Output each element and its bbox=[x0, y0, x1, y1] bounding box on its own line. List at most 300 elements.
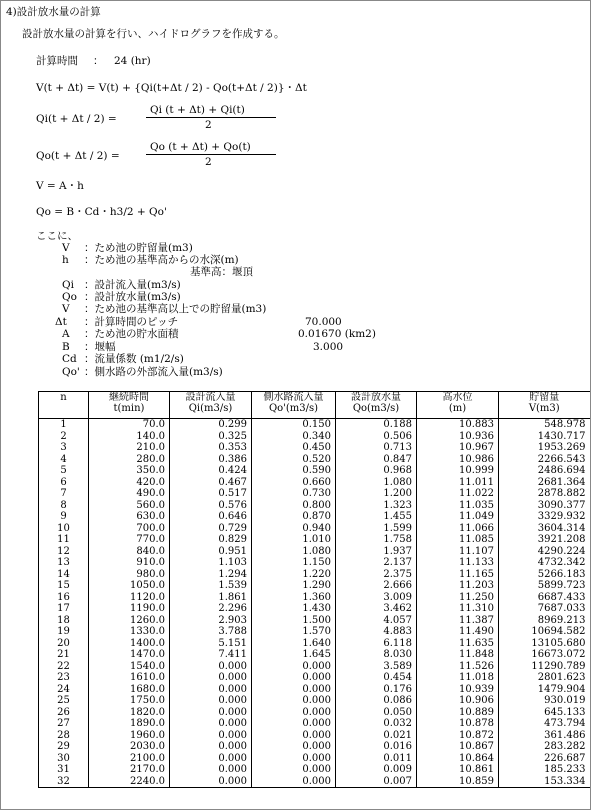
table-cell: 10.986 bbox=[417, 454, 499, 466]
table-cell: 11.107 bbox=[417, 546, 499, 558]
table-cell: 0.007 bbox=[336, 776, 417, 788]
def-symbol: Qo' bbox=[62, 366, 80, 378]
table-cell: 11.165 bbox=[417, 569, 499, 581]
table-cell: 361.486 bbox=[499, 730, 590, 742]
table-cell: 0.467 bbox=[170, 477, 252, 489]
table-cell: 930.019 bbox=[499, 695, 590, 707]
table-cell: 0.000 bbox=[252, 741, 336, 753]
table-cell: 0.050 bbox=[336, 707, 417, 719]
table-cell: 3921.208 bbox=[499, 534, 590, 546]
table-cell: 29 bbox=[39, 741, 89, 753]
table-cell: 0.325 bbox=[170, 431, 252, 443]
table-cell: 490.0 bbox=[89, 488, 170, 500]
table-cell: 1.570 bbox=[252, 626, 336, 638]
table-cell: 0.000 bbox=[252, 707, 336, 719]
table-cell: 23 bbox=[39, 672, 89, 684]
equation-qi-left: Qi(t + Δt / 2) = bbox=[36, 113, 117, 125]
table-cell: 210.0 bbox=[89, 442, 170, 454]
where-label: ここに、 bbox=[36, 230, 78, 242]
equation-storage: V(t + Δt) = V(t) + {Qi(t+Δt / 2) - Qo(t+Δt / 2)}・Δt bbox=[36, 82, 307, 94]
table-cell: 1.220 bbox=[252, 569, 336, 581]
table-cell: 0.386 bbox=[170, 454, 252, 466]
table-cell: 8 bbox=[39, 500, 89, 512]
table-cell: 0.021 bbox=[336, 730, 417, 742]
table-row bbox=[39, 477, 590, 489]
table-cell: 10.861 bbox=[417, 764, 499, 776]
table-cell: 1430.717 bbox=[499, 431, 590, 443]
table-cell: 185.233 bbox=[499, 764, 590, 776]
table-cell: 11.133 bbox=[417, 557, 499, 569]
table-cell: 2878.882 bbox=[499, 488, 590, 500]
table-header-row bbox=[39, 392, 590, 419]
def-text: 基準高：堰頂 bbox=[190, 266, 253, 278]
table-cell: 1750.0 bbox=[89, 695, 170, 707]
table-row bbox=[39, 776, 590, 788]
table-cell: 1.294 bbox=[170, 569, 252, 581]
table-cell: 0.000 bbox=[252, 753, 336, 765]
table-cell: 0.000 bbox=[252, 672, 336, 684]
table-cell: 7 bbox=[39, 488, 89, 500]
table-cell: 0.032 bbox=[336, 718, 417, 730]
table-cell: 226.687 bbox=[499, 753, 590, 765]
table-cell: 0.000 bbox=[252, 661, 336, 673]
table-cell: 1890.0 bbox=[89, 718, 170, 730]
def-text: ：設計流入量(m3/s) bbox=[84, 279, 181, 291]
table-cell: 30 bbox=[39, 753, 89, 765]
table-cell: 6.118 bbox=[336, 638, 417, 650]
table-cell: 10.883 bbox=[417, 419, 499, 431]
table-cell: 9 bbox=[39, 511, 89, 523]
table-cell: 16 bbox=[39, 592, 89, 604]
def-value: 3.000 bbox=[313, 341, 344, 353]
table-cell: 0.016 bbox=[336, 741, 417, 753]
equation-volume: V = A・h bbox=[36, 180, 84, 192]
table-cell: 1610.0 bbox=[89, 672, 170, 684]
def-symbol: V bbox=[62, 303, 70, 315]
table-cell: 11 bbox=[39, 534, 89, 546]
column-header: 設計流入量 Qi(m3/s) bbox=[170, 392, 252, 419]
calc-time-colon: ： bbox=[93, 55, 104, 67]
table-cell: 4290.224 bbox=[499, 546, 590, 558]
intro-text: 設計放水量の計算を行い、ハイドログラフを作成する。 bbox=[22, 28, 285, 40]
def-text: ：設計放水量(m3/s) bbox=[84, 291, 181, 303]
table-cell: 11290.789 bbox=[499, 661, 590, 673]
table-cell: 1.937 bbox=[336, 546, 417, 558]
table-cell: 11.011 bbox=[417, 477, 499, 489]
table-cell: 3.462 bbox=[336, 603, 417, 615]
table-cell: 1.080 bbox=[336, 477, 417, 489]
table-cell: 1.640 bbox=[252, 638, 336, 650]
table-row bbox=[39, 661, 590, 673]
table-row bbox=[39, 764, 590, 776]
table-cell: 0.009 bbox=[336, 764, 417, 776]
table-cell: 10.859 bbox=[417, 776, 499, 788]
column-header: 貯留量 V(m3) bbox=[499, 392, 590, 419]
table-cell: 25 bbox=[39, 695, 89, 707]
table-cell: 0.340 bbox=[252, 431, 336, 443]
table-cell: 10.864 bbox=[417, 753, 499, 765]
table-cell: 0.000 bbox=[170, 707, 252, 719]
table-cell: 560.0 bbox=[89, 500, 170, 512]
table-cell: 0.188 bbox=[336, 419, 417, 431]
table-cell: 10 bbox=[39, 523, 89, 535]
table-cell: 10.939 bbox=[417, 684, 499, 696]
table-cell: 0.299 bbox=[170, 419, 252, 431]
table-body bbox=[39, 419, 590, 788]
table-cell: 2.666 bbox=[336, 580, 417, 592]
table-row bbox=[39, 488, 590, 500]
table-cell: 1960.0 bbox=[89, 730, 170, 742]
table-cell: 420.0 bbox=[89, 477, 170, 489]
table-cell: 1.150 bbox=[252, 557, 336, 569]
table-cell: 0.000 bbox=[170, 764, 252, 776]
table-cell: 31 bbox=[39, 764, 89, 776]
table-cell: 0.590 bbox=[252, 465, 336, 477]
table-cell: 2486.694 bbox=[499, 465, 590, 477]
table-cell: 32 bbox=[39, 776, 89, 788]
table-cell: 11.250 bbox=[417, 592, 499, 604]
equation-qi-numerator: Qi (t + Δt) + Qi(t) bbox=[150, 104, 245, 116]
table-cell: 21 bbox=[39, 649, 89, 661]
table-row bbox=[39, 672, 590, 684]
table-cell: 12 bbox=[39, 546, 89, 558]
table-cell: 0.000 bbox=[170, 776, 252, 788]
table-cell: 4.057 bbox=[336, 615, 417, 627]
table-cell: 1.103 bbox=[170, 557, 252, 569]
table-cell: 770.0 bbox=[89, 534, 170, 546]
table-cell: 1.430 bbox=[252, 603, 336, 615]
table-row bbox=[39, 454, 590, 466]
table-cell: 0.454 bbox=[336, 672, 417, 684]
def-symbol: B bbox=[62, 341, 70, 353]
table-cell: 11.035 bbox=[417, 500, 499, 512]
table-cell: 1.080 bbox=[252, 546, 336, 558]
table-cell: 0.713 bbox=[336, 442, 417, 454]
table-cell: 5899.723 bbox=[499, 580, 590, 592]
table-cell: 0.000 bbox=[170, 695, 252, 707]
table-cell: 0.000 bbox=[170, 672, 252, 684]
table-cell: 0.000 bbox=[252, 730, 336, 742]
table-cell: 1479.904 bbox=[499, 684, 590, 696]
table-cell: 0.520 bbox=[252, 454, 336, 466]
table-cell: 645.133 bbox=[499, 707, 590, 719]
table-cell: 2030.0 bbox=[89, 741, 170, 753]
table-row bbox=[39, 695, 590, 707]
table-cell: 7687.033 bbox=[499, 603, 590, 615]
table-cell: 27 bbox=[39, 718, 89, 730]
table-cell: 0.450 bbox=[252, 442, 336, 454]
table-row bbox=[39, 465, 590, 477]
table-cell: 11.848 bbox=[417, 649, 499, 661]
table-cell: 2801.623 bbox=[499, 672, 590, 684]
column-header: 設計放水量 Qo(m3/s) bbox=[336, 392, 417, 419]
table-cell: 13 bbox=[39, 557, 89, 569]
equation-qo-fraction-bar bbox=[146, 154, 276, 155]
table-cell: 6 bbox=[39, 477, 89, 489]
table-cell: 1330.0 bbox=[89, 626, 170, 638]
calc-time-label: 計算時間 bbox=[36, 55, 78, 67]
table-cell: 0.576 bbox=[170, 500, 252, 512]
calc-time-value: 24 (hr) bbox=[114, 55, 151, 67]
table-row bbox=[39, 500, 590, 512]
table-cell: 11.022 bbox=[417, 488, 499, 500]
table-cell: 70.0 bbox=[89, 419, 170, 431]
table-cell: 10.889 bbox=[417, 707, 499, 719]
table-cell: 0.870 bbox=[252, 511, 336, 523]
table-cell: 10.906 bbox=[417, 695, 499, 707]
table-cell: 2.137 bbox=[336, 557, 417, 569]
table-cell: 24 bbox=[39, 684, 89, 696]
table-cell: 11.635 bbox=[417, 638, 499, 650]
table-cell: 0.729 bbox=[170, 523, 252, 535]
table-row bbox=[39, 592, 590, 604]
equation-outflow: Qo = B・Cd・h3/2 + Qo' bbox=[36, 206, 167, 218]
table-cell: 1.539 bbox=[170, 580, 252, 592]
table-cell: 0.000 bbox=[252, 776, 336, 788]
table-row bbox=[39, 615, 590, 627]
table-cell: 8969.213 bbox=[499, 615, 590, 627]
def-symbol: Cd bbox=[62, 353, 77, 365]
hydrograph-table bbox=[38, 391, 590, 788]
table-row bbox=[39, 718, 590, 730]
table-cell: 10.878 bbox=[417, 718, 499, 730]
table-cell: 0.000 bbox=[252, 695, 336, 707]
table-cell: 0.800 bbox=[252, 500, 336, 512]
column-header: n bbox=[39, 392, 89, 419]
table-cell: 473.794 bbox=[499, 718, 590, 730]
table-cell: 10.967 bbox=[417, 442, 499, 454]
table-cell: 1470.0 bbox=[89, 649, 170, 661]
table-cell: 17 bbox=[39, 603, 89, 615]
equation-qi-fraction-bar bbox=[146, 117, 276, 118]
table-cell: 0.000 bbox=[170, 684, 252, 696]
table-cell: 4732.342 bbox=[499, 557, 590, 569]
table-cell: 0.730 bbox=[252, 488, 336, 500]
table-cell: 1.861 bbox=[170, 592, 252, 604]
table-row bbox=[39, 523, 590, 535]
table-cell: 11.310 bbox=[417, 603, 499, 615]
table-cell: 5.151 bbox=[170, 638, 252, 650]
table-cell: 0.847 bbox=[336, 454, 417, 466]
table-cell: 1820.0 bbox=[89, 707, 170, 719]
table-row bbox=[39, 603, 590, 615]
table-row bbox=[39, 684, 590, 696]
table-cell: 0.424 bbox=[170, 465, 252, 477]
def-text: ：ため池の貯留量(m3) bbox=[84, 242, 193, 254]
column-header: 継続時間 t(min) bbox=[89, 392, 170, 419]
table-cell: 700.0 bbox=[89, 523, 170, 535]
table-cell: 1953.269 bbox=[499, 442, 590, 454]
equation-qo-denominator: 2 bbox=[205, 156, 212, 168]
table-cell: 0.000 bbox=[170, 718, 252, 730]
table-cell: 19 bbox=[39, 626, 89, 638]
table-cell: 14 bbox=[39, 569, 89, 581]
table-cell: 140.0 bbox=[89, 431, 170, 443]
table-cell: 5266.183 bbox=[499, 569, 590, 581]
table-cell: 10.872 bbox=[417, 730, 499, 742]
table-cell: 2170.0 bbox=[89, 764, 170, 776]
table-cell: 0.353 bbox=[170, 442, 252, 454]
table-cell: 3.589 bbox=[336, 661, 417, 673]
table-cell: 2 bbox=[39, 431, 89, 443]
table-row bbox=[39, 649, 590, 661]
table-cell: 980.0 bbox=[89, 569, 170, 581]
table-cell: 1400.0 bbox=[89, 638, 170, 650]
table-row bbox=[39, 546, 590, 558]
table-cell: 0.000 bbox=[170, 741, 252, 753]
table-cell: 3329.932 bbox=[499, 511, 590, 523]
table-cell: 0.000 bbox=[170, 730, 252, 742]
table-cell: 2.903 bbox=[170, 615, 252, 627]
table-cell: 2.296 bbox=[170, 603, 252, 615]
table-cell: 0.150 bbox=[252, 419, 336, 431]
table-cell: 0.000 bbox=[170, 661, 252, 673]
def-text: ：ため池の貯水面積 bbox=[84, 328, 179, 340]
table-row bbox=[39, 626, 590, 638]
table-cell: 0.000 bbox=[252, 684, 336, 696]
table-cell: 1190.0 bbox=[89, 603, 170, 615]
table-cell: 1.323 bbox=[336, 500, 417, 512]
table-row bbox=[39, 730, 590, 742]
table-cell: 11.526 bbox=[417, 661, 499, 673]
table-cell: 10.999 bbox=[417, 465, 499, 477]
table-cell: 20 bbox=[39, 638, 89, 650]
table-cell: 0.000 bbox=[170, 753, 252, 765]
table-cell: 15 bbox=[39, 580, 89, 592]
table-cell: 350.0 bbox=[89, 465, 170, 477]
table-cell: 1 bbox=[39, 419, 89, 431]
def-text: ：側水路の外部流入量(m3/s) bbox=[84, 366, 223, 378]
table-row bbox=[39, 569, 590, 581]
table-cell: 3090.377 bbox=[499, 500, 590, 512]
table-cell: 28 bbox=[39, 730, 89, 742]
table-cell: 10.867 bbox=[417, 741, 499, 753]
table-cell: 2.375 bbox=[336, 569, 417, 581]
table-cell: 1260.0 bbox=[89, 615, 170, 627]
table-cell: 8.030 bbox=[336, 649, 417, 661]
table-row bbox=[39, 419, 590, 431]
table-cell: 11.387 bbox=[417, 615, 499, 627]
table-cell: 1120.0 bbox=[89, 592, 170, 604]
equation-qi-denominator: 2 bbox=[205, 119, 212, 131]
table-cell: 1.290 bbox=[252, 580, 336, 592]
def-text: ：堰幅 bbox=[84, 341, 116, 353]
def-symbol: h bbox=[62, 254, 69, 266]
table-cell: 6687.433 bbox=[499, 592, 590, 604]
table-cell: 11.085 bbox=[417, 534, 499, 546]
table-row bbox=[39, 580, 590, 592]
table-cell: 1.010 bbox=[252, 534, 336, 546]
table-cell: 3.788 bbox=[170, 626, 252, 638]
table-cell: 18 bbox=[39, 615, 89, 627]
table-cell: 1540.0 bbox=[89, 661, 170, 673]
table-cell: 0.176 bbox=[336, 684, 417, 696]
table-cell: 283.282 bbox=[499, 741, 590, 753]
table-cell: 0.011 bbox=[336, 753, 417, 765]
table-cell: 10.936 bbox=[417, 431, 499, 443]
table-cell: 11.490 bbox=[417, 626, 499, 638]
table-cell: 153.334 bbox=[499, 776, 590, 788]
table-cell: 2100.0 bbox=[89, 753, 170, 765]
table-row bbox=[39, 431, 590, 443]
table-cell: 3604.314 bbox=[499, 523, 590, 535]
def-text: ：流量係数 (m1/2/s) bbox=[84, 353, 184, 365]
table-cell: 11.066 bbox=[417, 523, 499, 535]
table-cell: 13105.680 bbox=[499, 638, 590, 650]
table-cell: 0.660 bbox=[252, 477, 336, 489]
table-cell: 11.049 bbox=[417, 511, 499, 523]
table-cell: 2266.543 bbox=[499, 454, 590, 466]
table-cell: 1680.0 bbox=[89, 684, 170, 696]
table-cell: 910.0 bbox=[89, 557, 170, 569]
table-cell: 4.883 bbox=[336, 626, 417, 638]
def-text: ：ため池の基準高以上での貯留量(m3) bbox=[84, 303, 267, 315]
table-cell: 1.360 bbox=[252, 592, 336, 604]
table-cell: 11.018 bbox=[417, 672, 499, 684]
table-cell: 630.0 bbox=[89, 511, 170, 523]
table-cell: 1.758 bbox=[336, 534, 417, 546]
table-cell: 1.599 bbox=[336, 523, 417, 535]
table-cell: 0.951 bbox=[170, 546, 252, 558]
column-header: 側水路流入量 Qo'(m3/s) bbox=[252, 392, 336, 419]
table-cell: 0.000 bbox=[252, 764, 336, 776]
table-cell: 840.0 bbox=[89, 546, 170, 558]
def-text: ：計算時間のピッチ bbox=[84, 316, 179, 328]
table-cell: 3 bbox=[39, 442, 89, 454]
def-symbol: Qo bbox=[62, 291, 77, 303]
table-cell: 1.645 bbox=[252, 649, 336, 661]
table-cell: 11.203 bbox=[417, 580, 499, 592]
table-cell: 4 bbox=[39, 454, 89, 466]
table-cell: 7.411 bbox=[170, 649, 252, 661]
table-cell: 1050.0 bbox=[89, 580, 170, 592]
table-cell: 22 bbox=[39, 661, 89, 673]
table-row bbox=[39, 534, 590, 546]
table-row bbox=[39, 557, 590, 569]
table-cell: 0.940 bbox=[252, 523, 336, 535]
table-row bbox=[39, 442, 590, 454]
table-cell: 0.506 bbox=[336, 431, 417, 443]
def-text: ：ため池の基準高からの水深(m) bbox=[84, 254, 239, 266]
table-cell: 0.517 bbox=[170, 488, 252, 500]
table-row bbox=[39, 707, 590, 719]
table-row bbox=[39, 753, 590, 765]
table-cell: 1.200 bbox=[336, 488, 417, 500]
column-header: 高水位 (m) bbox=[417, 392, 499, 419]
table-cell: 2681.364 bbox=[499, 477, 590, 489]
equation-qo-left: Qo(t + Δt / 2) = bbox=[36, 150, 120, 162]
section-heading: 4)設計放水量の計算 bbox=[6, 6, 101, 18]
table-row bbox=[39, 511, 590, 523]
table-cell: 2240.0 bbox=[89, 776, 170, 788]
def-value: 70.000 bbox=[305, 316, 342, 328]
table-cell: 548.978 bbox=[499, 419, 590, 431]
table-cell: 280.0 bbox=[89, 454, 170, 466]
table-cell: 26 bbox=[39, 707, 89, 719]
table-cell: 10694.582 bbox=[499, 626, 590, 638]
table-cell: 1.455 bbox=[336, 511, 417, 523]
table-cell: 1.500 bbox=[252, 615, 336, 627]
table-cell: 0.086 bbox=[336, 695, 417, 707]
table-cell: 3.009 bbox=[336, 592, 417, 604]
def-value: 0.01670 (km2) bbox=[298, 328, 376, 340]
equation-qo-numerator: Qo (t + Δt) + Qo(t) bbox=[150, 141, 251, 153]
def-symbol: A bbox=[62, 328, 70, 340]
table-cell: 0.829 bbox=[170, 534, 252, 546]
def-symbol: Δt bbox=[55, 316, 67, 328]
table-row bbox=[39, 741, 590, 753]
table-cell: 5 bbox=[39, 465, 89, 477]
